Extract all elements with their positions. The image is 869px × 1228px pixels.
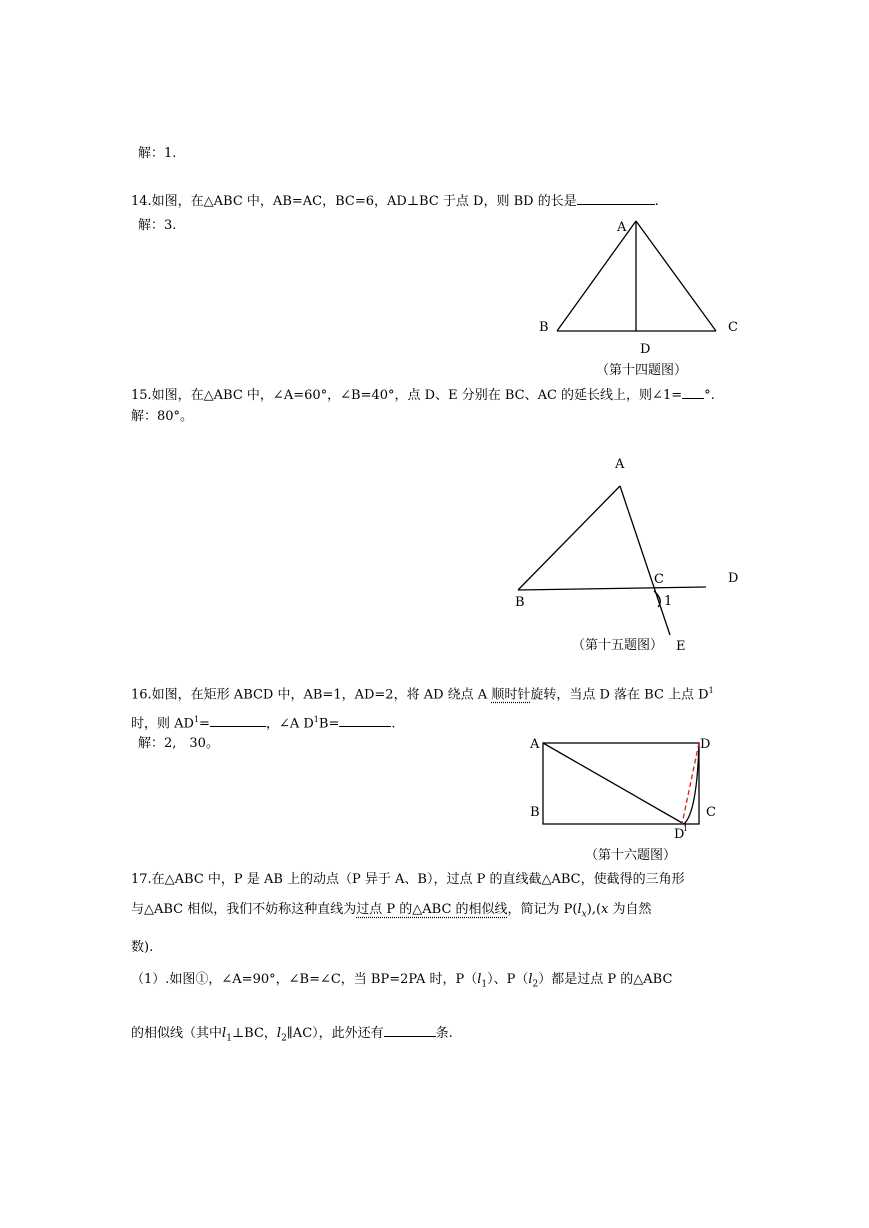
q17-part2-pre: 的相似线（其中: [131, 1026, 223, 1041]
q16-answer: 解：2, 30。: [138, 736, 219, 751]
q14-caption: （第十四题图）: [596, 363, 688, 378]
q13-answer: 解：1.: [138, 146, 177, 161]
q16-line2-sup-c: 1: [313, 715, 319, 724]
q15-label-c: C: [654, 572, 664, 587]
q15-label-d: D: [728, 571, 739, 586]
q17-part1-pre: （1）.如图①，∠A=90°，∠B=∠C，当 BP=2PA 时，P（: [131, 972, 478, 987]
q15-caption: （第十五题图）: [572, 638, 664, 653]
q15-text: 15.如图，在△ABC 中，∠A=60°，∠B=40°，点 D、E 分别在 BC、AC 的延长线上，则∠1=: [131, 388, 683, 403]
q17-line2-l: l: [577, 902, 582, 917]
q17-part1-mid: ）、P（: [487, 972, 529, 987]
q16-caption: （第十六题图）: [585, 848, 677, 863]
q17-part1-post: ）都是过点 P 的△ABC: [538, 972, 673, 987]
q16-label-b: B: [530, 805, 540, 820]
q17-part2-l2: l: [276, 1026, 282, 1041]
q17-part2-end: 条.: [435, 1026, 453, 1041]
q17-part2-mid2: ∥AC），此外还有: [286, 1026, 384, 1041]
q16-label-d1: D: [674, 827, 685, 842]
q16-line2-b: =: [199, 716, 210, 732]
q16-line2-e: .: [391, 716, 396, 732]
q17-line3: 数).: [131, 940, 154, 955]
q15-answer: 解：80°。: [131, 409, 194, 424]
q16-line1-dotted: 顺时针: [491, 687, 531, 703]
q17-line2: [131, 902, 652, 923]
q17-part1-s2: 2: [532, 979, 539, 990]
q14-end: .: [654, 194, 659, 209]
q16-label-d1-sup: 1: [683, 824, 689, 833]
q17-line2-end: ),(: [586, 902, 602, 917]
q17-part1-s1: 1: [481, 979, 488, 990]
q17-line2-dotted: 过点 P 的△ABC 的相似线: [356, 902, 508, 917]
q16-line2-a: 时，则 AD: [131, 716, 194, 732]
q15-label-b: B: [515, 595, 525, 610]
q15-label-1: 1: [664, 594, 673, 609]
q17-line1: 17.在△ABC 中，P 是 AB 上的动点（P 异于 A、B），过点 P 的直线截△ABC，使截得的三角形: [131, 872, 685, 887]
q15-label-a: A: [615, 457, 625, 472]
q14-label-c: C: [728, 320, 738, 335]
q17-part2-l1: l: [222, 1026, 227, 1041]
q17-part1-l1: l: [477, 972, 482, 987]
q15-label-e: E: [676, 639, 686, 654]
q17-part2-s2: 2: [281, 1033, 287, 1044]
q15-end: °.: [704, 388, 715, 403]
q16-label-c: C: [706, 805, 716, 820]
q17-line2-x: x: [601, 902, 609, 917]
q14-label-a: A: [617, 220, 627, 235]
q14-answer: 解：3.: [138, 218, 177, 233]
q17-part2-mid: ⊥BC，: [231, 1026, 277, 1041]
q17-part2: [131, 1024, 453, 1047]
q17-part1: [131, 972, 672, 993]
q17-part1-l2: l: [528, 972, 533, 987]
q17-line2-pre: 与△ABC 相似，我们不妨称这种直线为: [131, 902, 357, 917]
q16-line2-c: ，∠A D: [265, 716, 314, 732]
q16-segment-ad1: [543, 743, 684, 824]
q16-line2-sup-a: 1: [193, 715, 200, 724]
q17-line2-tail: 为自然: [608, 902, 652, 917]
q16-line1-pre: 16.如图，在矩形 ABCD 中，AB=1，AD=2，将 AD 绕点 A: [131, 687, 492, 703]
q16-rectangle: [543, 743, 699, 824]
q14-label-d: D: [640, 342, 651, 357]
q17-line2-sub: x: [581, 909, 587, 920]
q17-part2-s1: 1: [226, 1033, 232, 1044]
q16-label-d: D: [700, 737, 711, 752]
q17-line2-post: ，简记为 P(: [507, 902, 578, 917]
q14-text: 14.如图，在△ABC 中，AB=AC，BC=6，AD⊥BC 于点 D，则 BD 的长是: [131, 194, 577, 209]
q16-line1-post: 旋转，当点 D 落在 BC 上点 D: [530, 687, 709, 703]
q16-line2-d: B=: [318, 716, 340, 732]
q17-blank: [384, 1024, 436, 1037]
q16-label-a: A: [530, 737, 540, 752]
q16-line1-sup: 1: [708, 686, 714, 695]
q14-label-b: B: [539, 320, 549, 335]
